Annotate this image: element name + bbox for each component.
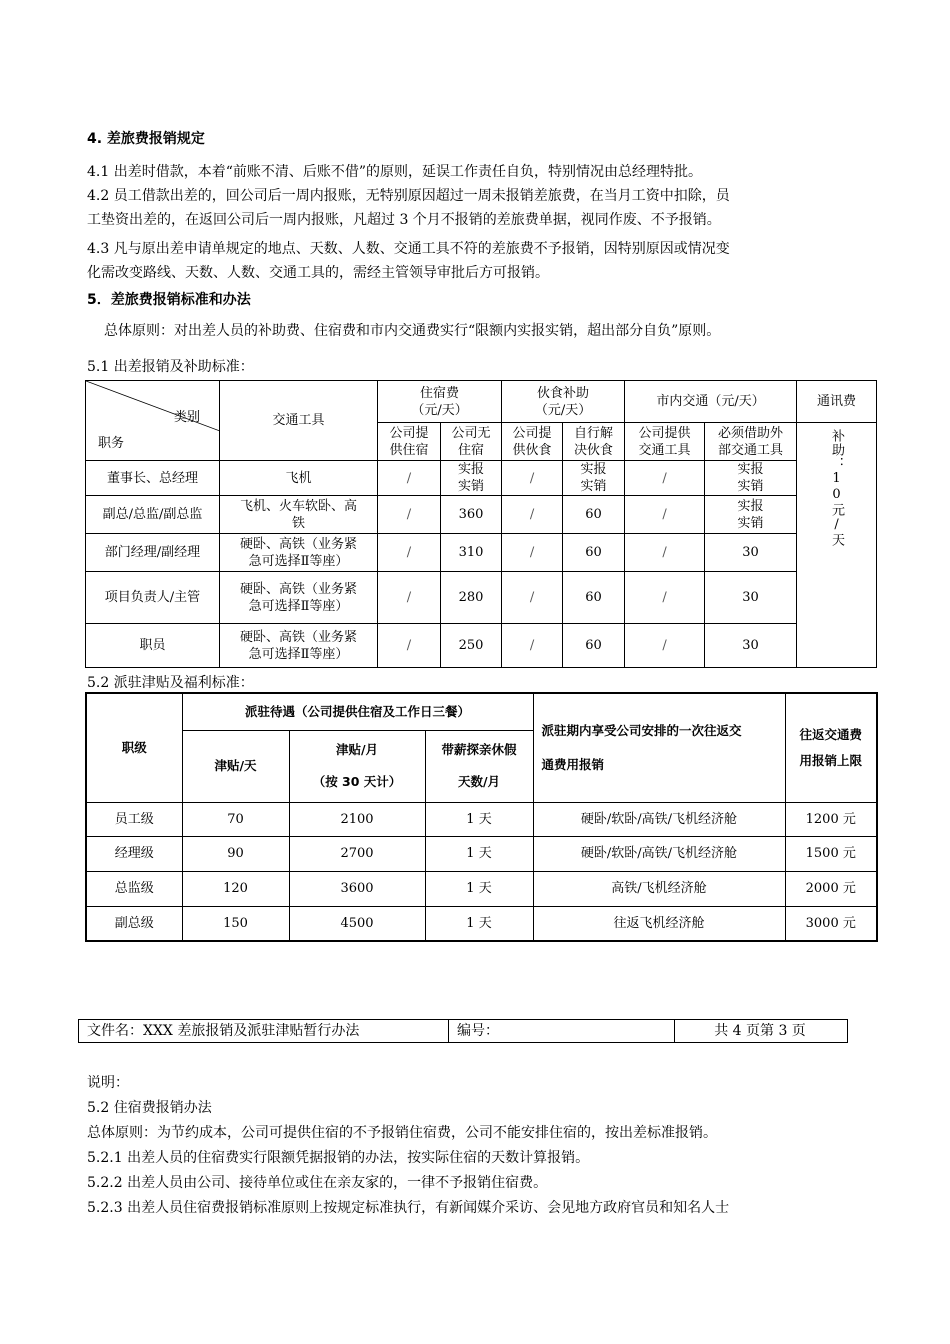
transport-cell: 硬卧、高铁（业务紧 急可选择Ⅱ等座） <box>220 572 378 624</box>
transport-cell: 飞机、火车软卧、高 铁 <box>220 496 378 534</box>
value-cell: / <box>378 496 441 534</box>
value-cell: / <box>625 624 705 668</box>
value-cell: 150 <box>182 906 289 941</box>
value-cell: 310 <box>441 534 502 572</box>
table-row <box>86 802 877 836</box>
value-cell: 1 天 <box>425 836 533 871</box>
value-cell: / <box>378 624 441 668</box>
value-cell: 2700 <box>289 836 425 871</box>
role-cell: 副总/总监/副总监 <box>86 496 220 534</box>
footer-number: 编号： <box>449 1020 675 1043</box>
header-lodging: 住宿费 （元/天） <box>378 381 502 423</box>
level-cell: 员工级 <box>86 802 182 836</box>
value-cell: / <box>625 534 705 572</box>
value-cell: 硬卧/软卧/高铁/飞机经济舱 <box>533 802 785 836</box>
header-transport: 交通工具 <box>220 381 378 461</box>
page-footer <box>78 1019 848 1043</box>
role-cell: 项目负责人/主管 <box>86 572 220 624</box>
notes-label: 说明： <box>87 1075 129 1091</box>
role-cell: 部门经理/副经理 <box>86 534 220 572</box>
value-cell: 4500 <box>289 906 425 941</box>
role-cell: 董事长、总经理 <box>86 461 220 496</box>
value-cell: 30 <box>705 624 797 668</box>
value-cell: 实报 实销 <box>563 461 625 496</box>
value-cell: 2100 <box>289 802 425 836</box>
header-communication: 通讯费 <box>797 381 877 423</box>
value-cell: 250 <box>441 624 502 668</box>
header-leave: 带薪探亲休假 天数/月 <box>425 730 533 802</box>
note-5-2-2: 5.2.2 出差人员由公司、接待单位或住在亲友家的，一律不予报销住宿费。 <box>87 1175 548 1191</box>
value-cell: 30 <box>705 534 797 572</box>
value-cell: 实报 实销 <box>705 496 797 534</box>
header-daily: 津贴/天 <box>182 730 289 802</box>
value-cell: / <box>502 624 563 668</box>
paragraph-4-3a: 4.3 凡与原出差申请单规定的地点、天数、人数、交通工具不符的差旅费不予报销，因特别原因或情况变 <box>87 241 730 257</box>
paragraph-4-2b: 工垫资出差的，在返回公司后一周内报账，凡超过 3 个月不报销的差旅费单据，视同作废、不予报销。 <box>87 212 721 228</box>
paragraph-4-3b: 化需改变路线、天数、人数、交通工具的，需经主管领导审批后方可报销。 <box>87 265 549 281</box>
header-limit: 往返交通费 用报销上限 <box>785 693 877 802</box>
role-cell: 职员 <box>86 624 220 668</box>
communication-value <box>797 423 877 668</box>
subsection-5-2-title: 5.2 派驻津贴及福利标准： <box>87 675 254 691</box>
value-cell: 280 <box>441 572 502 624</box>
notes-title: 5.2 住宿费报销办法 <box>87 1100 212 1116</box>
value-cell: 360 <box>441 496 502 534</box>
value-cell: 30 <box>705 572 797 624</box>
section4-heading: 4. 差旅费报销规定 <box>87 131 205 147</box>
header-local-transport: 市内交通（元/天） <box>625 381 797 423</box>
table-row <box>86 496 877 534</box>
sub-header: 公司提 供住宿 <box>378 423 441 461</box>
value-cell: 1500 元 <box>785 836 877 871</box>
value-cell: 60 <box>563 572 625 624</box>
level-cell: 经理级 <box>86 836 182 871</box>
value-cell: 60 <box>563 496 625 534</box>
value-cell: / <box>378 461 441 496</box>
travel-standard-table <box>85 380 877 668</box>
table-row <box>86 534 877 572</box>
table-row <box>86 836 877 871</box>
value-cell: 往返飞机经济舱 <box>533 906 785 941</box>
sub-header: 必须借助外 部交通工具 <box>705 423 797 461</box>
subsection-5-1-title: 5.1 出差报销及补助标准： <box>87 359 254 375</box>
note-5-2-1: 5.2.1 出差人员的住宿费实行限额凭据报销的办法，按实际住宿的天数计算报销。 <box>87 1150 590 1166</box>
value-cell: 90 <box>182 836 289 871</box>
corner-header <box>86 381 220 461</box>
value-cell: 1 天 <box>425 871 533 906</box>
header-meal: 伙食补助 （元/天） <box>502 381 625 423</box>
value-cell: / <box>625 461 705 496</box>
corner-bottom-label: 职务 <box>98 436 125 451</box>
level-cell: 总监级 <box>86 871 182 906</box>
header-trip: 派驻期内享受公司安排的一次往返交 通费用报销 <box>533 693 785 802</box>
corner-top-label: 类别 <box>174 410 201 425</box>
transport-cell: 硬卧、高铁（业务紧 急可选择Ⅱ等座） <box>220 624 378 668</box>
header-treatment: 派驻待遇（公司提供住宿及工作日三餐） <box>182 693 533 730</box>
transport-cell: 飞机 <box>220 461 378 496</box>
value-cell: / <box>378 534 441 572</box>
paragraph-4-2a: 4.2 员工借款出差的，回公司后一周内报账，无特别原因超过一周未报销差旅费，在当月工资中扣除，员 <box>87 188 730 204</box>
value-cell: 实报 实销 <box>441 461 502 496</box>
sub-header: 自行解 决伙食 <box>563 423 625 461</box>
value-cell: 1 天 <box>425 802 533 836</box>
value-cell: 60 <box>563 534 625 572</box>
table-row <box>86 624 877 668</box>
section5-heading: 5．差旅费报销标准和办法 <box>87 292 251 308</box>
value-cell: / <box>502 534 563 572</box>
value-cell: 60 <box>563 624 625 668</box>
table-row <box>86 871 877 906</box>
notes-principle: 总体原则：为节约成本，公司可提供住宿的不予报销住宿费，公司不能安排住宿的，按出差标准报销。 <box>87 1125 717 1141</box>
table-row <box>86 906 877 941</box>
footer-page: 共 4 页第 3 页 <box>675 1020 848 1043</box>
header-level: 职级 <box>86 693 182 802</box>
table-row <box>86 461 877 496</box>
value-cell: / <box>625 572 705 624</box>
value-cell: 3600 <box>289 871 425 906</box>
value-cell: 1200 元 <box>785 802 877 836</box>
transport-cell: 硬卧、高铁（业务紧 急可选择Ⅱ等座） <box>220 534 378 572</box>
table-row <box>86 572 877 624</box>
value-cell: 高铁/飞机经济舱 <box>533 871 785 906</box>
value-cell: 2000 元 <box>785 871 877 906</box>
sub-header: 公司提供 交通工具 <box>625 423 705 461</box>
allowance-table <box>85 692 878 942</box>
value-cell: 120 <box>182 871 289 906</box>
note-5-2-3: 5.2.3 出差人员住宿费报销标准原则上按规定标准执行，有新闻媒介采访、会见地方政府官员和知名人士 <box>87 1200 730 1216</box>
value-cell: / <box>502 496 563 534</box>
paragraph-4-1: 4.1 出差时借款，本着“前账不清、后账不借”的原则，延误工作责任自负，特别情况由总经理特批。 <box>87 164 703 180</box>
value-cell: / <box>625 496 705 534</box>
footer-filename: 文件名：XXX 差旅报销及派驻津贴暂行办法 <box>79 1020 449 1043</box>
value-cell: / <box>502 461 563 496</box>
value-cell: 硬卧/软卧/高铁/飞机经济舱 <box>533 836 785 871</box>
header-monthly: 津贴/月 （按 30 天计） <box>289 730 425 802</box>
level-cell: 副总级 <box>86 906 182 941</box>
sub-header: 公司无 住宿 <box>441 423 502 461</box>
communication-text: 补助：10元/天 <box>829 429 845 547</box>
section5-principle: 总体原则：对出差人员的补助费、住宿费和市内交通费实行“限额内实报实销，超出部分自负”原则。 <box>104 323 721 339</box>
sub-header: 公司提 供伙食 <box>502 423 563 461</box>
value-cell: / <box>378 572 441 624</box>
value-cell: 3000 元 <box>785 906 877 941</box>
value-cell: 1 天 <box>425 906 533 941</box>
value-cell: 实报 实销 <box>705 461 797 496</box>
value-cell: 70 <box>182 802 289 836</box>
value-cell: / <box>502 572 563 624</box>
